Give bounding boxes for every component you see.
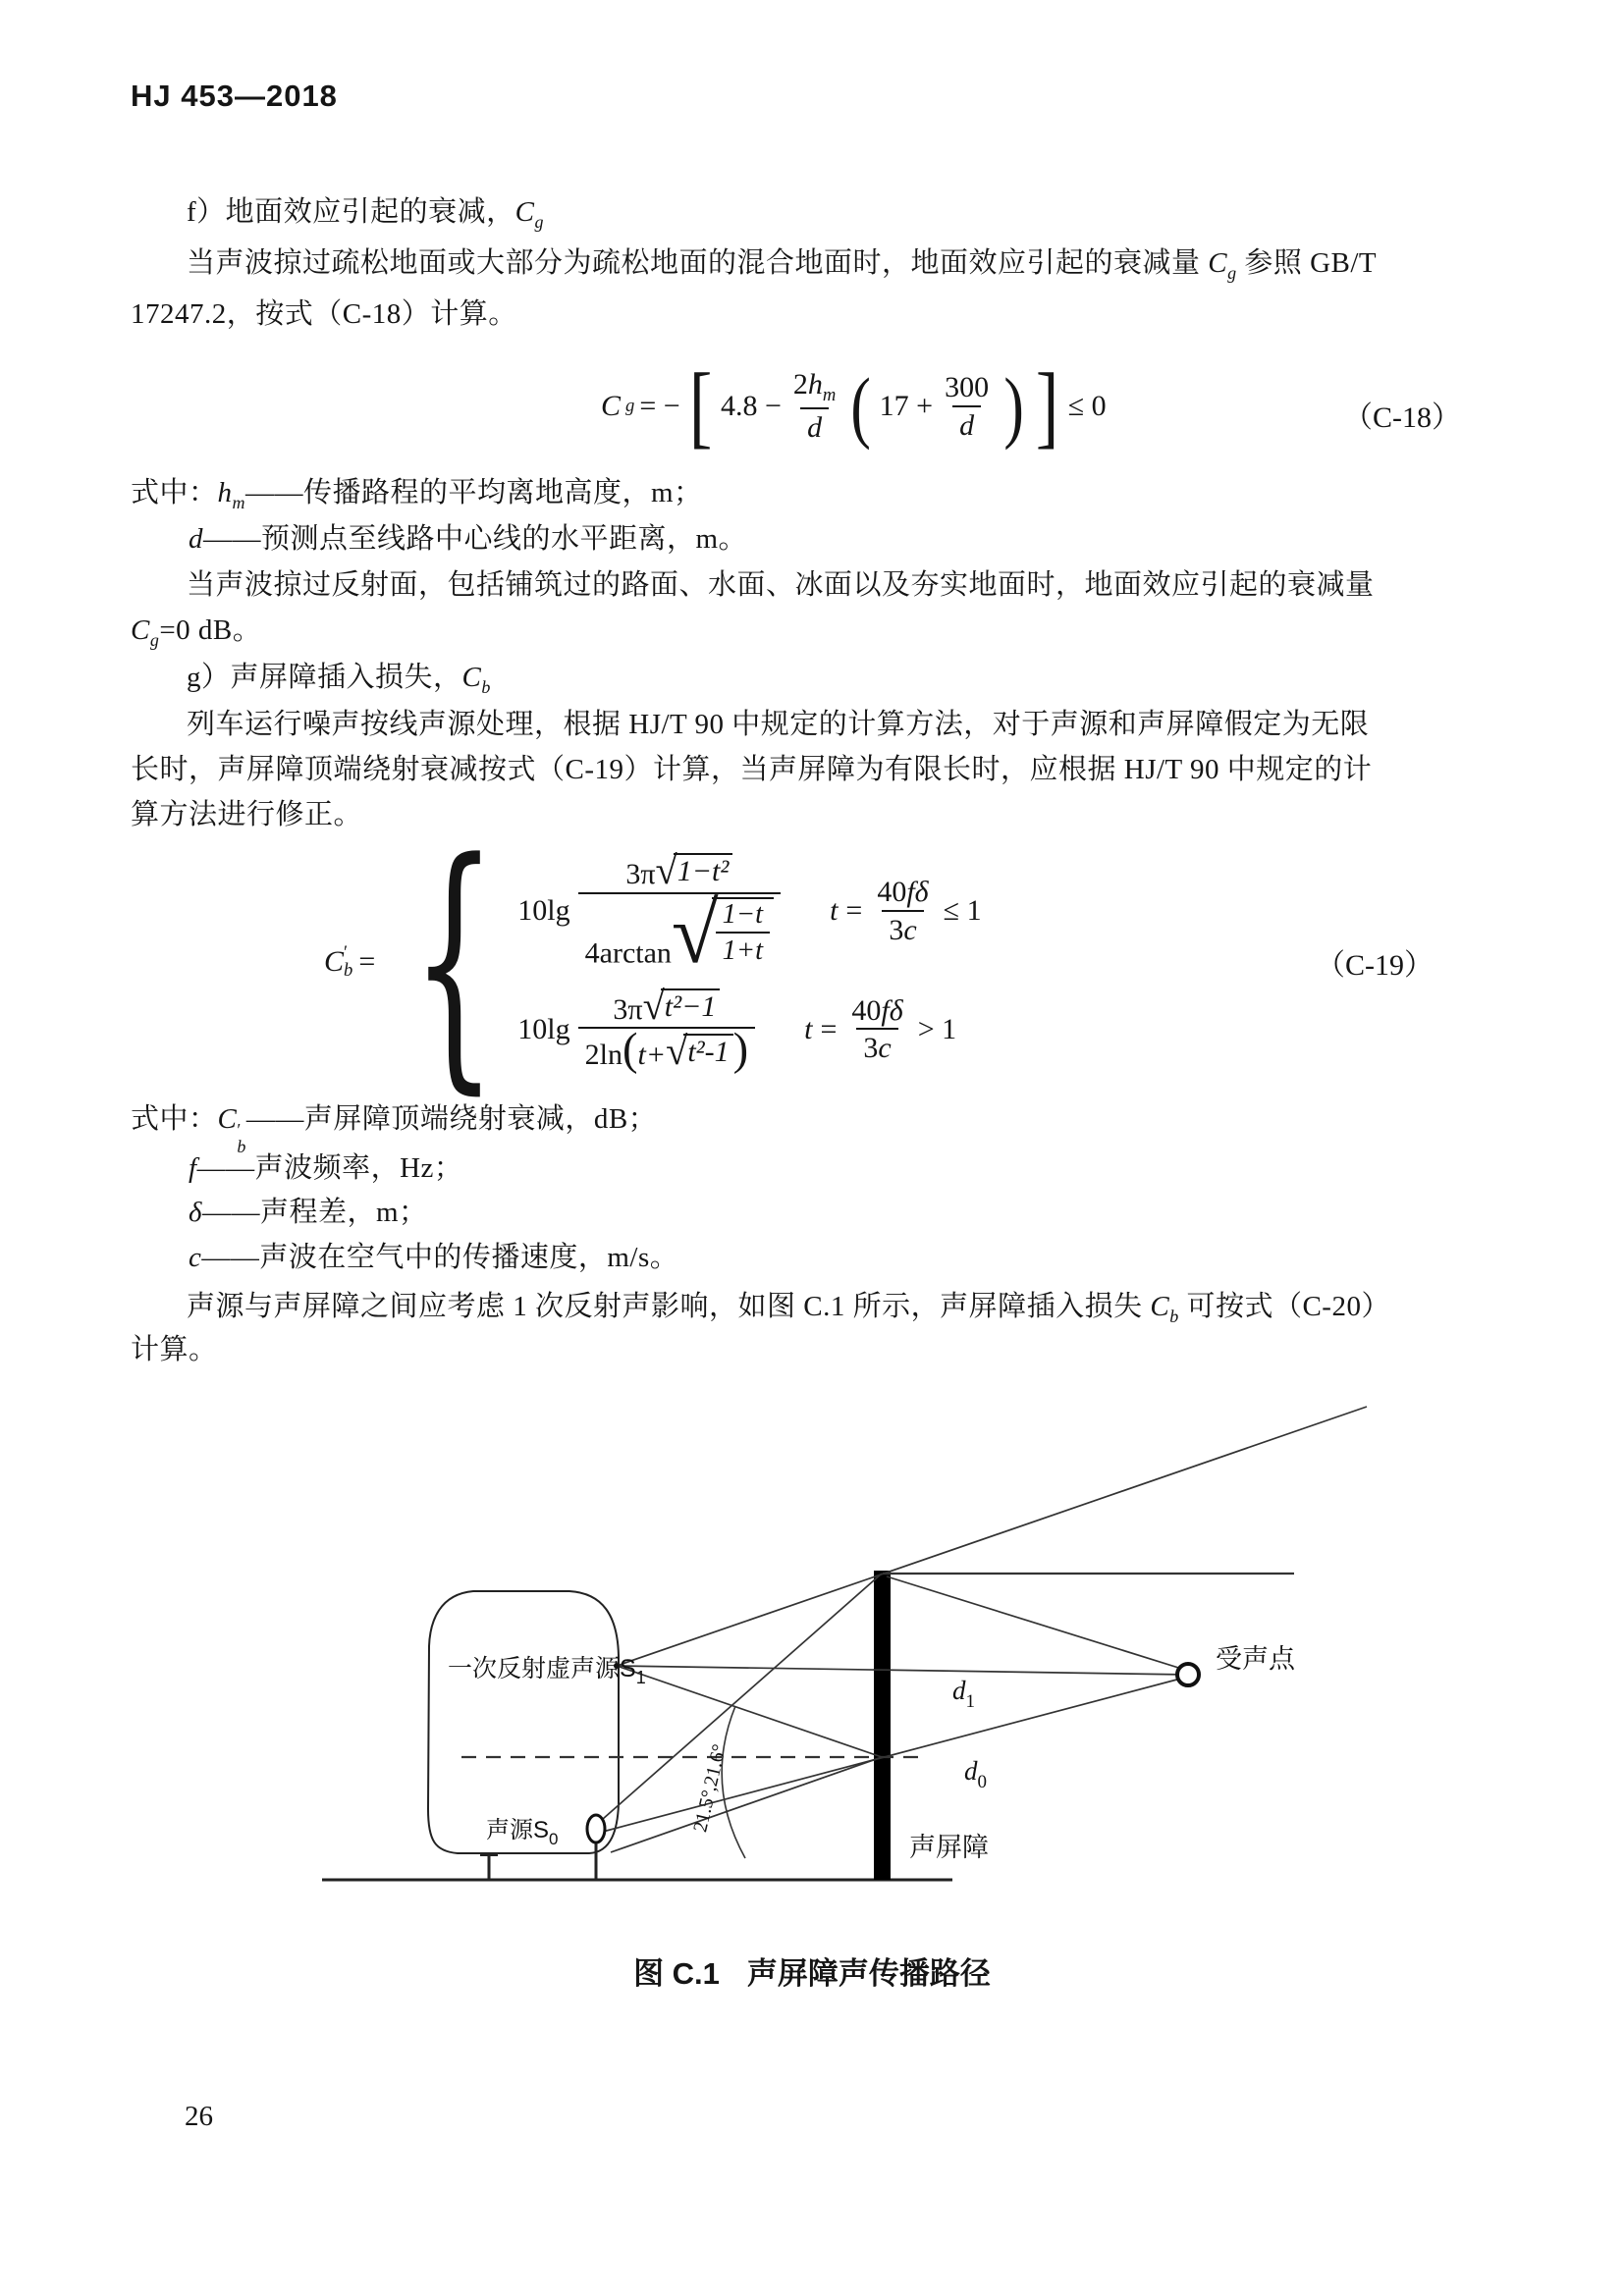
label-source: 声源$S_0$ — [486, 1817, 559, 1848]
sqrt-frac: √ $\frac{1-t}{1+t}$ — [672, 897, 774, 966]
item-f-heading: f）地面效应引起的衰减，$C_g$ — [187, 196, 544, 232]
formula-c18: C g = − [ 4.8 − $\frac{2h_m}{d}$ ( 17 + $\frac{300}{d}$ ) ] ≤ 0 — [601, 354, 1107, 457]
train-outline — [428, 1591, 619, 1853]
para-train-line2: 长时，声屏障顶端绕射衰减按式（C-19）计算，当声屏障为有限长时，应根据 HJ/T 90 中规定的计 — [131, 754, 1373, 785]
ray-s1-to-receiver-d1 — [617, 1666, 1188, 1675]
open-paren: ( — [850, 361, 872, 452]
label-receiver: 受声点 — [1216, 1644, 1295, 1674]
angle-arc — [722, 1706, 745, 1858]
item-g-heading: g）声屏障插入损失，$C_b$ — [187, 662, 491, 697]
where-c19-delta: δ——声程差，m； — [189, 1197, 428, 1228]
receiver-point — [1177, 1664, 1199, 1685]
para-ground-line2: 17247.2，按式（C-18）计算。 — [131, 298, 517, 330]
ray-s1-over-barrier — [617, 1407, 1367, 1666]
brace: { — [411, 807, 498, 1117]
c19-cond1: t = $\frac{40f\delta}{3c}$ ≤ 1 — [830, 876, 982, 946]
ray-barrier-top-to-receiver — [887, 1576, 1188, 1671]
figure-caption-number: 图 C.1 — [633, 1956, 720, 1991]
figure-c1-diagram — [265, 1399, 1384, 1909]
source-point — [587, 1815, 605, 1842]
label-barrier: 声屏障 — [909, 1833, 989, 1862]
where-c19-cb: 式中：C ′ b ——声屏障顶端绕射衰减，dB； — [131, 1103, 658, 1157]
sound-barrier-bar — [874, 1571, 891, 1880]
symbol-cb: C — [461, 662, 482, 693]
ray-s1-to-barrier-point — [617, 1666, 882, 1757]
para-reflect-line1: 当声波掠过反射面，包括铺筑过的路面、水面、冰面以及夯实地面时，地面效应引起的衰减量 — [187, 569, 1375, 601]
formula-c19-lhs: C ′ b = — [324, 942, 376, 981]
para-train-line1: 列车运行噪声按线声源处理，根据 HJ/T 90 中规定的计算方法，对于声源和声屏障假定为无限 — [187, 709, 1370, 740]
para-reflection-line2: 计算。 — [131, 1334, 218, 1365]
c19-cond2: t = $\frac{40f\delta}{3c}$ > 1 — [804, 993, 957, 1065]
label-d1: $d_1$ — [952, 1676, 975, 1712]
where-c19-f: f——声波频率，Hz； — [189, 1152, 463, 1184]
figure-caption — [0, 1949, 1624, 1993]
page-number: 26 — [185, 2101, 213, 2132]
label-virtual-source: 一次反射虚声源$S_1$ — [448, 1655, 646, 1687]
c19-branch2: 10lg 3π √ t²−1 2ln(t+ √ t²-1 ) t = $\frac{40f\delta}{3c}$ > 1 — [517, 983, 957, 1076]
sqrt-1-t2: √ 1−t² — [656, 853, 733, 888]
ray-s0-to-receiver-d0 — [599, 1677, 1188, 1833]
para-train-line3: 算方法进行修正。 — [131, 799, 363, 830]
item-f-heading-text: f）地面效应引起的衰减， — [187, 196, 515, 228]
label-angle: 21.5°,21.6° — [689, 1741, 731, 1835]
ray-s0-lower-to-barrier-point — [611, 1757, 882, 1852]
c19-branch1: 10lg 3π √ 1−t² 4arctan √ $\frac{1-t}{1+t}$ t = $\frac{40f\delta}{3c}$ ≤ 1 — [517, 848, 982, 982]
where-c18-d: d——预测点至线路中心线的水平距离，m。 — [189, 523, 748, 555]
sqrt-t2-1: √ t²−1 — [643, 988, 721, 1024]
open-bracket: [ — [688, 354, 713, 457]
close-bracket: ] — [1036, 354, 1059, 457]
formula-c19-label: （C-19） — [1316, 949, 1434, 982]
formula-c18-label: （C-18） — [1343, 401, 1461, 434]
para-ground-line1: 当声波掠过疏松地面或大部分为疏松地面的混合地面时，地面效应引起的衰减量 $C_g$ 参照 GB/T — [187, 247, 1378, 283]
label-d0: $d_0$ — [964, 1756, 987, 1792]
fraction-2hm-d: $\frac{2h_m}{d}$ — [792, 368, 837, 444]
close-paren: ) — [1003, 361, 1024, 452]
formula-c19 — [324, 807, 982, 1117]
figure-caption-title: 声屏障声传播路径 — [746, 1956, 991, 1991]
symbol-cg: C — [514, 196, 535, 228]
para-reflect-line2: $C_g=0$ dB。 — [131, 614, 262, 650]
ray-s0-to-barrier-top — [603, 1574, 882, 1819]
where-c18-hm: 式中：$h_m——$传播路程的平均离地高度，m； — [131, 477, 703, 512]
doc-number-header: HJ 453—2018 — [131, 79, 338, 113]
formula-c18-lhs: C — [601, 390, 622, 422]
fraction-300-d: $\frac{300}{d}$ — [945, 371, 990, 442]
para-reflection-line1: 声源与声屏障之间应考虑 1 次反射声影响，如图 C.1 所示，声屏障插入损失 $C_b$ 可按式（C-20） — [187, 1291, 1390, 1326]
where-c19-c: c——声波在空气中的传播速度，m/s。 — [189, 1242, 679, 1273]
